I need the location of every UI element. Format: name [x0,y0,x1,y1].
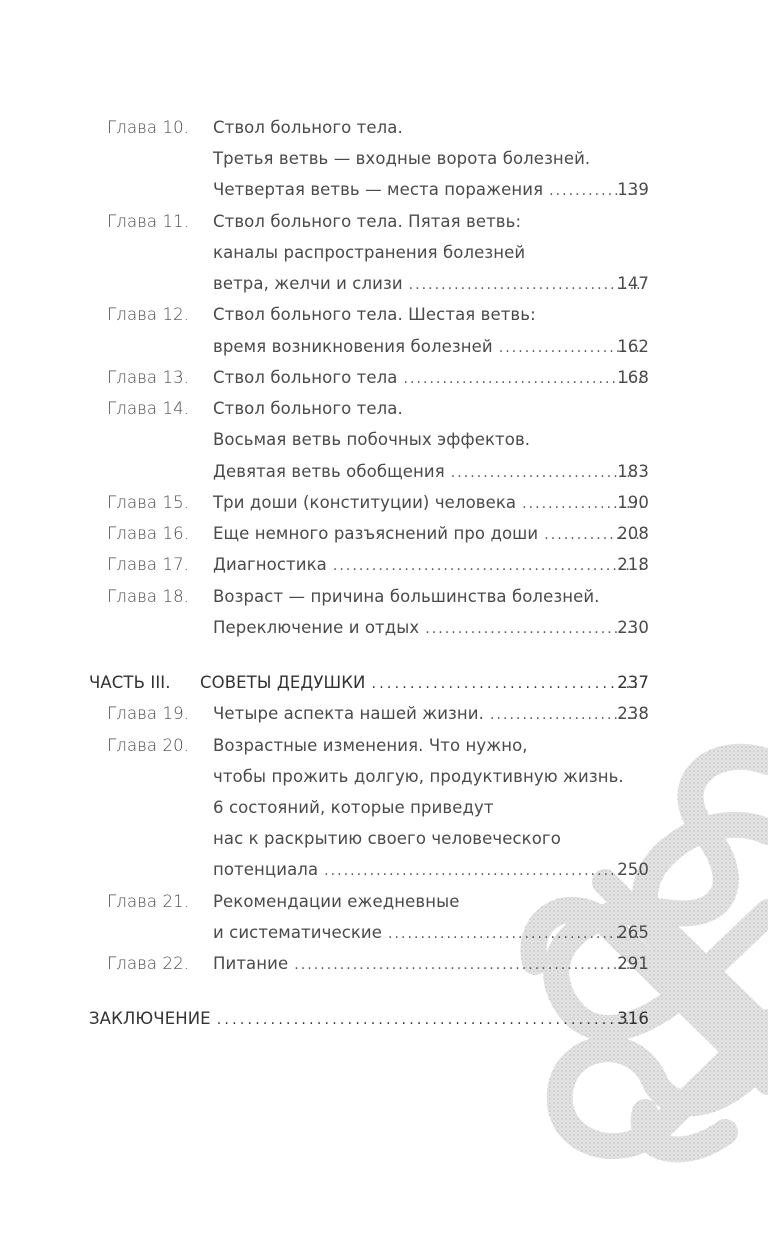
leader-dots [372,669,644,700]
leader-dots [409,270,643,301]
toc-line [0,612,768,643]
chapter-title: каналы распространения болезней [213,243,526,262]
toc-line [0,917,768,948]
chapter-title: Девятая ветвь обобщения [213,462,445,481]
leader-dots [333,551,643,582]
chapter-number: Глава 19. [107,704,190,723]
toc-conclusion-line [0,1003,768,1034]
page-number: 250 [617,860,649,879]
toc-line [0,174,768,205]
toc-part-line [0,667,768,698]
toc-line [0,206,768,237]
page-number: 316 [617,1009,649,1028]
toc-line [0,823,768,854]
toc-line [0,549,768,580]
chapter-number: Глава 11. [107,212,190,231]
chapter-title: Четыре аспекта нашей жизни. [213,704,484,723]
leader-dots [404,364,644,395]
chapter-title: 6 состояний, которые приведут [213,798,494,817]
toc-line [0,761,768,792]
page-number: 162 [617,337,649,356]
chapter-number: Глава 16. [107,524,190,543]
chapter-title: ветра, желчи и слизи [213,274,403,293]
chapter-number: Глава 17. [107,555,190,574]
toc-line [0,854,768,885]
page-number: 139 [617,180,649,199]
toc-line [0,143,768,174]
page-number: 218 [617,555,649,574]
chapter-title: Питание [213,954,289,973]
toc-line [0,362,768,393]
toc-line [0,730,768,761]
chapter-title: Ствол больного тела [213,368,398,387]
conclusion-title: ЗАКЛЮЧЕНИЕ [89,1009,211,1028]
toc-line [0,792,768,823]
page-number: 147 [617,274,649,293]
toc-line [0,393,768,424]
chapter-title: и систематические [213,923,383,942]
part-title: СОВЕТЫ ДЕДУШКИ [200,673,366,692]
chapter-title: Рекомендации ежедневные [213,892,460,911]
page-number: 168 [617,368,649,387]
toc-line [0,456,768,487]
toc-line [0,518,768,549]
chapter-number: Глава 21. [107,892,190,911]
page-number: 190 [617,493,649,512]
toc-line [0,581,768,612]
leader-dots [294,950,643,981]
toc-line [0,299,768,330]
chapter-title: Ствол больного тела. Шестая ветвь: [213,305,536,324]
toc-line [0,237,768,268]
toc-line [0,948,768,979]
page-number: 208 [617,524,649,543]
chapter-number: Глава 12. [107,305,190,324]
chapter-title: время возникновения болезней [213,337,493,356]
toc-line [0,487,768,518]
chapter-title: потенциала [213,860,319,879]
chapter-number: Глава 13. [107,368,190,387]
toc-line [0,268,768,299]
chapter-title: Диагностика [213,555,327,574]
chapter-title: чтобы прожить долгую, продуктивную жизнь. [213,767,624,786]
toc-line [0,331,768,362]
chapter-title: Третья ветвь — входные ворота болезней. [213,149,591,168]
leader-dots [324,856,643,887]
chapter-number: Глава 22. [107,954,190,973]
chapter-title: Еще немного разъяснений про доши [213,524,539,543]
chapter-title: Четвертая ветвь — места поражения [213,180,544,199]
page-number: 291 [617,954,649,973]
chapter-title: Возрастные изменения. Что нужно, [213,736,528,755]
chapter-title: Ствол больного тела. [213,399,403,418]
page-number: 230 [617,618,649,637]
chapter-title: Ствол больного тела. [213,118,403,137]
chapter-number: Глава 10. [107,118,190,137]
chapter-title: Возраст — причина большинства болезней. [213,587,600,606]
chapter-number: Глава 18. [107,587,190,606]
chapter-title: нас к раскрытию своего человеческого [213,829,561,848]
chapter-title: Восьмая ветвь побочных эффектов. [213,430,531,449]
chapter-number: Глава 15. [107,493,190,512]
toc-line [0,886,768,917]
page-number: 265 [617,923,649,942]
chapter-title: Три доши (конституции) человека [213,493,517,512]
toc-line [0,698,768,729]
chapter-number: Глава 14. [107,399,190,418]
page-number: 238 [617,704,649,723]
page-number: 237 [617,673,649,692]
leader-dots [217,1005,643,1036]
leader-dots [388,919,643,950]
page-number: 183 [617,462,649,481]
chapter-number: Глава 20. [107,736,190,755]
toc-line [0,112,768,143]
chapter-title: Переключение и отдых [213,618,420,637]
toc-line [0,424,768,455]
part-number: ЧАСТЬ III. [89,673,171,692]
chapter-title: Ствол больного тела. Пятая ветвь: [213,212,522,231]
